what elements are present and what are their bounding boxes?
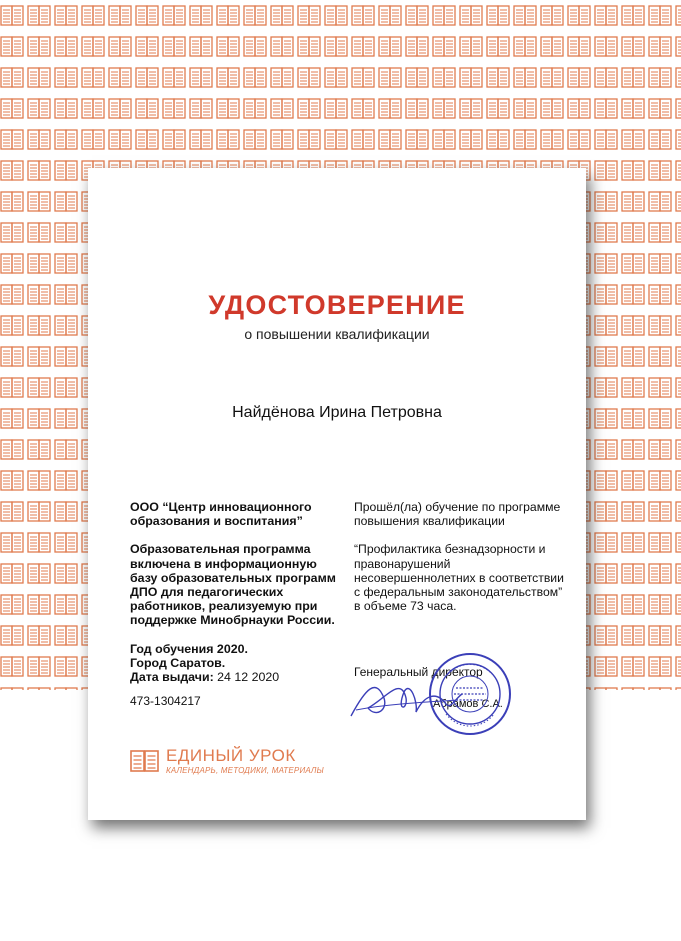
logo — [130, 746, 330, 780]
certificate-subtitle: о повышении квалификации — [244, 326, 430, 342]
training-intro: Прошёл(ла) обучение по программе повышения квалификации — [354, 500, 561, 529]
left-column — [130, 500, 340, 684]
issue-date-value: 24 12 2020 — [213, 670, 280, 685]
recipient-name: Найдёнова Ирина Петровна — [232, 404, 442, 421]
study-year: Год обучения 2020. — [130, 641, 248, 656]
seal-stamp — [428, 652, 512, 736]
city: Город Саратов. — [130, 655, 226, 670]
issue-date-label: Дата выдачи: — [130, 670, 214, 685]
program-note: Образовательная программа включена в информационную базу образовательных программ ДПО для педагогических работников, реализуемую при поддержке Минобрнауки России. — [130, 542, 336, 628]
training-program: “Профилактика безнадзорности и правонарушений несовершеннолетних в соответствии с федеральным законодательством” в объеме 73 часа. — [354, 542, 564, 614]
certificate-sheet — [88, 168, 586, 820]
issue-date — [130, 670, 340, 684]
organization-name: ООО “Центр инновационного образования и воспитания” — [130, 500, 312, 529]
certificate-title: УДОСТОВЕРЕНИЕ — [208, 290, 466, 320]
logo-tagline: КАЛЕНДАРЬ, МЕТОДИКИ, МАТЕРИАЛЫ — [166, 766, 324, 775]
open-book-icon — [130, 748, 160, 774]
logo-name: ЕДИНЫЙ УРОК — [166, 746, 296, 765]
right-column — [354, 500, 564, 627]
document-number: 473-1304217 — [130, 694, 201, 708]
director-name: Абрамов С.А. — [433, 698, 503, 710]
director-title: Генеральный директор — [354, 665, 483, 679]
